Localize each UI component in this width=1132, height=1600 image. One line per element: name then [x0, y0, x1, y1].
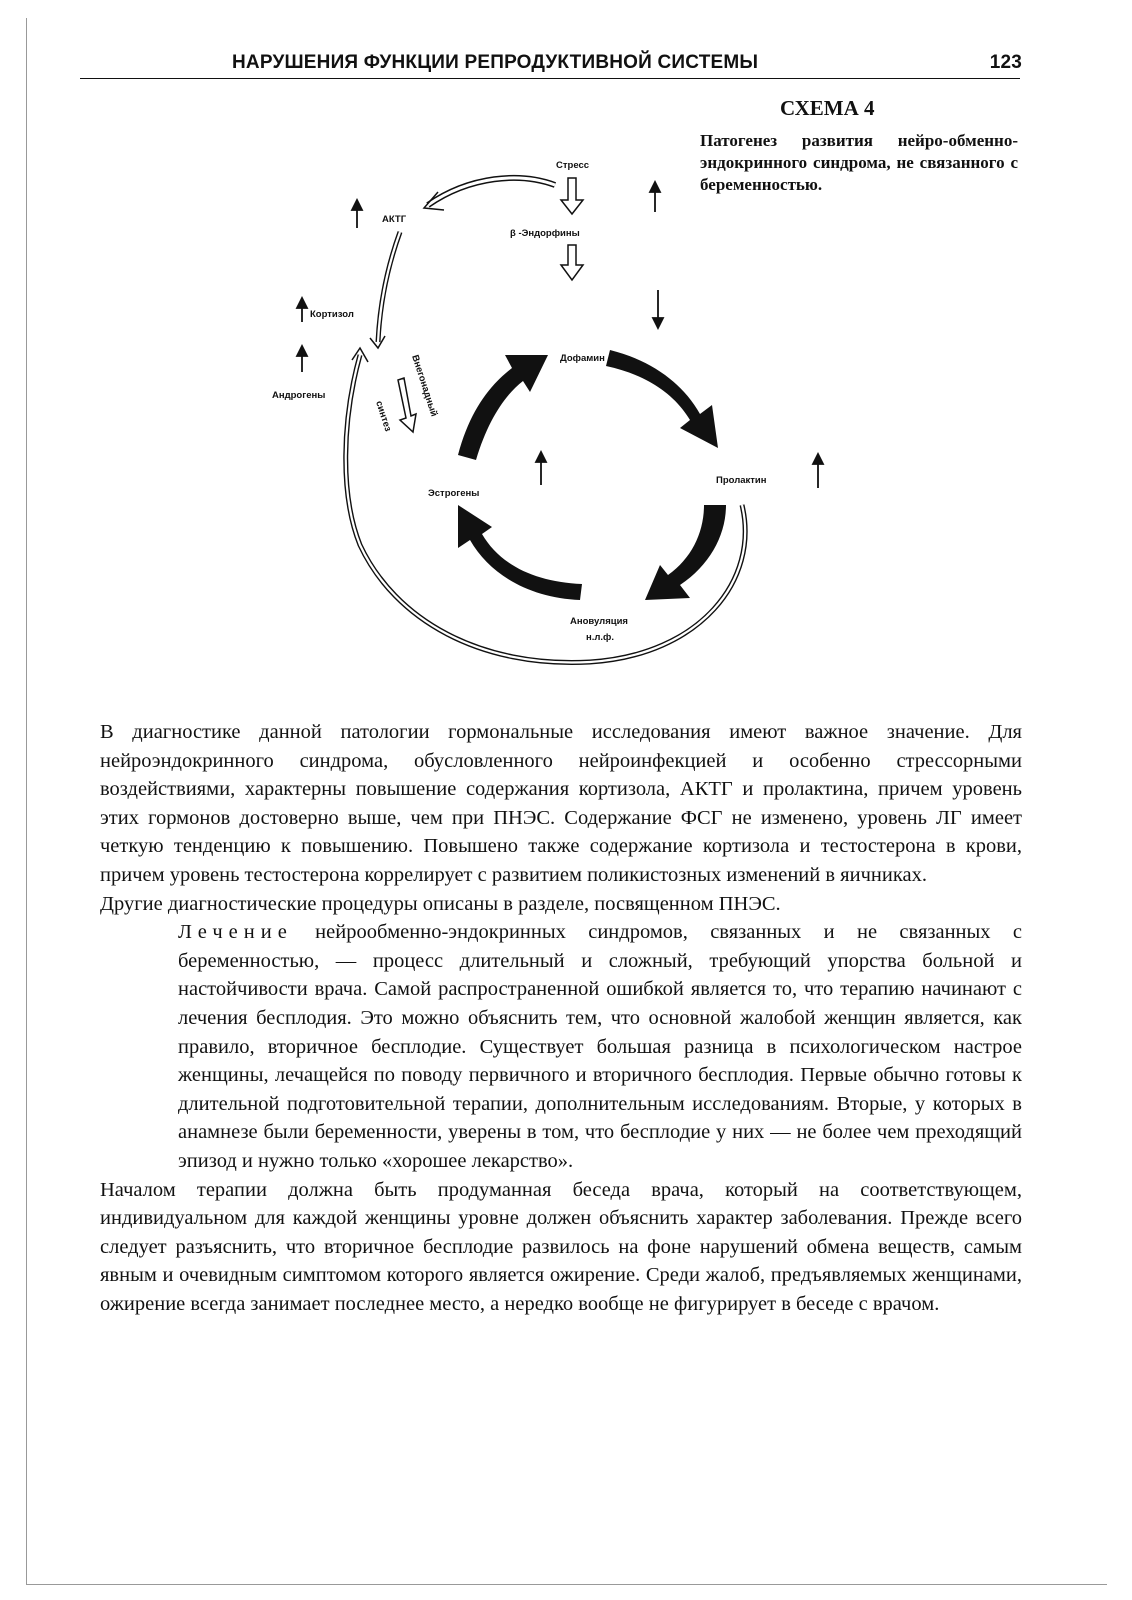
treatment-text: нейрообменно-эндокринных синдромов, связанных и не связанных с беременностью, — процесс длительный и сложный, требующий упорства больной и настойчивости врача. Самой распространенной ошибкой является то, что терапию начинают с лечения бесплодия. Это можно объяснить тем, что основной жалобой женщин является, как правило, вторичное бесплодие. Существует большая разница в психологическом настрое женщины, лечащейся по поводу первичного и вторичного бесплодия. Первые обычно готовы к длительной подготовительной терапии, дополнительным исследованиям. Вторые, у которых в анамнезе были беременности, уверены в том, что бесплодие у них — не более чем преходящий эпизод и нужно только «хорошее лекарство». [178, 921, 1022, 1172]
arrow-up-cortisol [297, 298, 307, 322]
label-androgens: Андрогены [272, 390, 326, 401]
arrow-up-right-top [650, 182, 660, 212]
hormone-cycle [458, 350, 726, 600]
running-title: НАРУШЕНИЯ ФУНКЦИИ РЕПРОДУКТИВНОЙ СИСТЕМЫ [232, 52, 759, 73]
label-extragonadal-1: Внегонадный [409, 353, 440, 419]
treatment-lead-word: Лечение [178, 921, 293, 944]
arrow-estrogens-to-dopamine [458, 355, 548, 460]
open-arrow-stress [561, 178, 583, 214]
label-cortisol: Кортизол [310, 309, 354, 320]
schema-label: СХЕМА 4 [780, 96, 875, 120]
label-stress: Стресс [556, 160, 590, 171]
label-anovulation-2: н.л.ф. [586, 632, 615, 643]
schema-caption: Патогенез развития нейро-обменно-эндокринного синдрома, не связанного с беременностью. [700, 131, 1018, 194]
body-text [100, 718, 1022, 1318]
label-beta-endorphins: β -Эндорфины [510, 228, 580, 239]
arrow-up-center [536, 452, 546, 485]
arrow-stress-to-actg [428, 178, 555, 205]
arrow-prolactin-to-anovulation [645, 505, 726, 600]
open-arrow-endorphins [561, 245, 583, 280]
arrow-up-androgens [297, 346, 307, 372]
page-number: 123 [989, 52, 1022, 73]
paragraph-treatment [100, 918, 1022, 1175]
arrow-up-actg [352, 200, 362, 228]
paragraph-therapy-start: Началом терапии должна быть продуманная беседа врача, который на соответствующем, индивидуальном для каждой женщины уровне должен объяснить характер заболевания. Прежде всего следует разъяснить, что вторичное бесплодие развилось на фоне нарушений обмена веществ, самым явным и очевидным симптомом которого является ожирение. Среди жалоб, предъявляемых женщинами, ожирение всегда занимает последнее место, а нередко вообще не фигурирует в беседе с врачом. [100, 1178, 1022, 1315]
arrow-up-prolactin [813, 454, 823, 488]
label-dopamine: Дофамин [560, 353, 605, 364]
label-actg: АКТГ [382, 214, 407, 225]
pathogenesis-diagram [0, 0, 1132, 700]
paragraph-other-procedures: Другие диагностические процедуры описаны в разделе, посвященном ПНЭС. [100, 892, 781, 915]
arrow-down-dopamine [653, 290, 663, 328]
label-prolactin: Пролактин [716, 475, 767, 486]
paragraph-diagnostics: В диагностике данной патологии гормональные исследования имеют важное значение. Для нейроэндокринного синдрома, обусловленного нейроинфекцией и особенно стрессорными воздействиями, характерны повышение содержания кортизола, АКТГ и пролактина, причем уровень этих гормонов достоверно выше, чем при ПНЭС. Содержание ФСГ не изменено, уровень ЛГ имеет четкую тенденцию к повышению. Повышено также содержание кортизола и тестостерона в крови, причем уровень тестостерона коррелирует с развитием поликистозных изменений в яичниках. [100, 721, 1022, 886]
arrow-anovulation-to-estrogens [458, 505, 582, 600]
label-estrogens: Эстрогены [428, 488, 480, 499]
label-anovulation-1: Ановуляция [570, 616, 628, 627]
label-extragonadal-2: синтез [373, 399, 394, 433]
open-arrow-extragonadal [398, 378, 416, 432]
arrow-dopamine-to-prolactin [606, 350, 718, 448]
arrow-actg-to-cortisol [378, 232, 400, 342]
